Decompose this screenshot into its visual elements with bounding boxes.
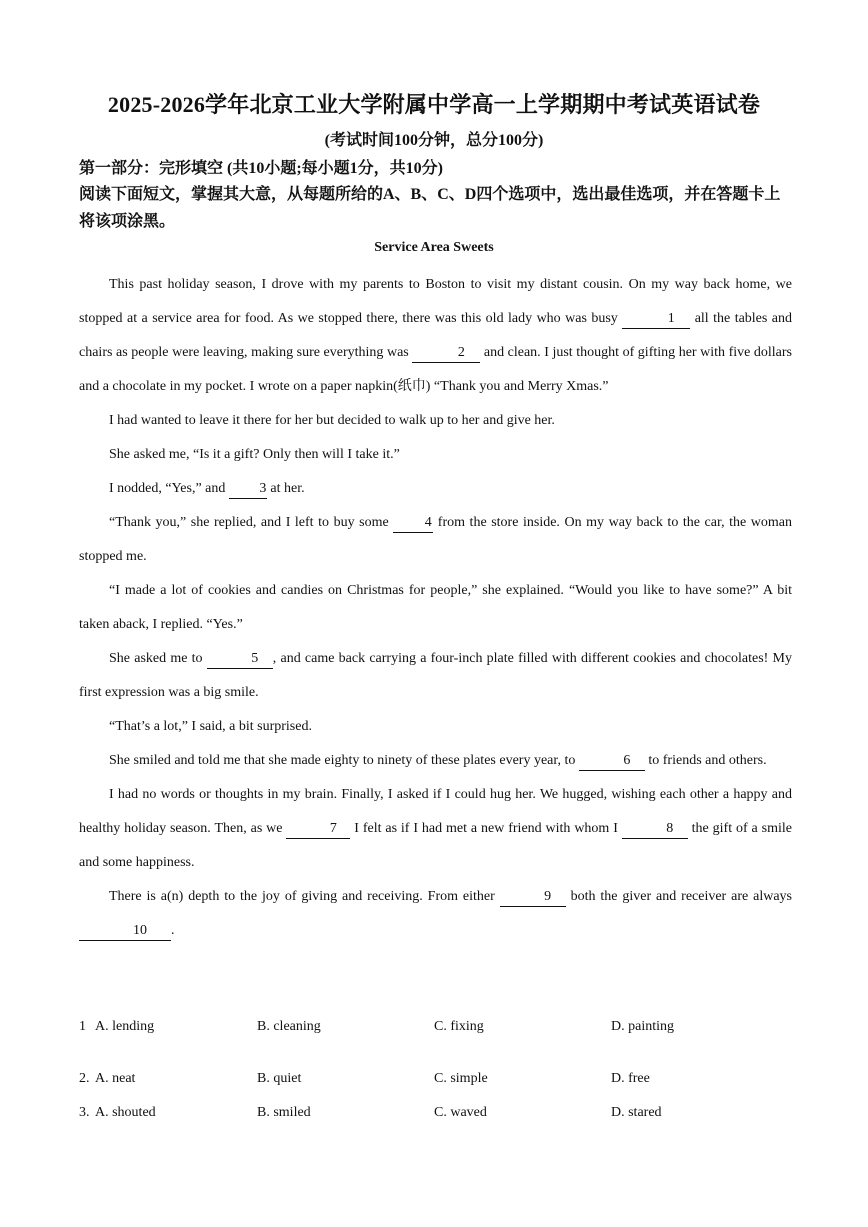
passage-paragraph-4: I nodded, “Yes,” and 3 at her. [79,472,792,506]
question-number: 2. [79,1071,90,1086]
passage-title: Service Area Sweets [374,240,494,255]
blank-5: 5 [207,650,273,669]
question-number: 3. [79,1105,90,1120]
option-d: D. painting [611,1019,674,1034]
option-c: C. waved [434,1105,487,1120]
blank-4: 4 [393,514,433,533]
blank-2: 2 [412,344,480,363]
blank-1: 1 [622,310,690,329]
section-instructions: 阅读下面短文，掌握其大意，从每题所给的A、B、C、D四个选项中，选出最佳选项，并在答题卡上将该项涂黑。 [79,186,781,230]
option-b: B. quiet [257,1071,302,1086]
option-d: D. stared [611,1105,662,1120]
passage-paragraph-10: I had no words or thoughts in my brain. Finally, I asked if I could hug her. We hugged, wishing each other a happy and healthy holiday season. Then, as we 7 I felt as if I had met a new friend with whom I 8 the gift of a smile and some happiness. [79,787,792,870]
option-b: B. cleaning [257,1019,321,1034]
blank-3: 3 [229,480,267,499]
passage-paragraph-6: “I made a lot of cookies and candies on Christmas for people,” she explained. “Would you like to have some?” A bit taken aback, I replied. “Yes.” [79,583,792,632]
passage-paragraph-7: She asked me to 5 , and came back carrying a four-inch plate filled with different cookies and chocolates! My first expression was a big smile. [79,651,792,700]
blank-8: 8 [622,820,688,839]
option-c: C. simple [434,1071,488,1086]
option-c: C. fixing [434,1019,484,1034]
question-row [79,1071,799,1091]
option-d: D. free [611,1071,650,1086]
blank-7: 7 [286,820,350,839]
passage-paragraph-1: This past holiday season, I drove with my parents to Boston to visit my distant cousin. On my way back home, we stopped at a service area for food. As we stopped there, there was this old lady who was busy 1 all the tables and chairs as people were leaving, making sure everything was 2 and clean. I just thought of gifting her with five dollars and a chocolate in my pocket. I wrote on a paper napkin(纸巾) “Thank you and Merry Xmas.” [79,277,793,394]
page-title: 2025-2026学年北京工业大学附属中学高一上学期期中考试英语试卷 [107,92,761,117]
option-a: A. lending [95,1019,155,1034]
passage-paragraph-5: “Thank you,” she replied, and I left to buy some 4 from the store inside. On my way back to the car, the woman stopped me. [79,515,792,564]
question-row [79,1019,799,1039]
passage-paragraph-9: She smiled and told me that she made eighty to ninety of these plates every year, to 6 to friends and others. [79,744,792,778]
section-heading: 第一部分：完形填空 (共10小题;每小题1分，共10分) [79,160,443,177]
passage-paragraph-3: She asked me, “Is it a gift? Only then will I take it.” [109,447,400,462]
option-b: B. smiled [257,1105,311,1120]
question-number: 1 [79,1019,86,1034]
passage-paragraph-2: I had wanted to leave it there for her but decided to walk up to her and give her. [109,413,555,428]
passage-paragraph-11: There is a(n) depth to the joy of giving and receiving. From either 9 both the giver and receiver are always 10 . [79,880,792,948]
option-a: A. shouted [95,1105,156,1120]
question-row [79,1105,799,1125]
blank-9: 9 [500,888,566,907]
passage-paragraph-8: “That’s a lot,” I said, a bit surprised. [109,719,312,734]
exam-duration-note: (考试时间100分钟，总分100分) [324,132,544,149]
blank-6: 6 [579,752,645,771]
cloze-passage [79,268,792,948]
option-a: A. neat [95,1071,136,1086]
blank-10: 10 [79,922,171,941]
